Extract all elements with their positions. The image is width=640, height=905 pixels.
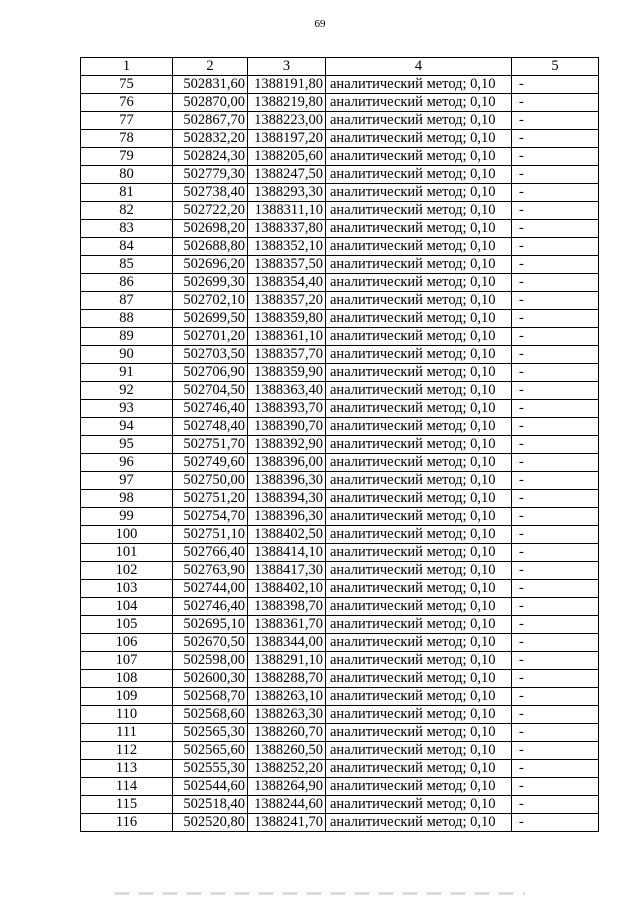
cell-n: 99 (81, 508, 173, 526)
table-row (81, 184, 599, 202)
table-row (81, 598, 599, 616)
cell-n: 98 (81, 490, 173, 508)
cell-x: 502748,40 (173, 418, 248, 436)
cell-y: 1388402,50 (248, 526, 326, 544)
cell-x: 502831,60 (173, 76, 248, 94)
cell-n: 109 (81, 688, 173, 706)
cell-method: аналитический метод; 0,10 (326, 256, 512, 274)
cell-method: аналитический метод; 0,10 (326, 148, 512, 166)
table-row (81, 130, 599, 148)
cell-y: 1388402,10 (248, 580, 326, 598)
cell-x: 502751,10 (173, 526, 248, 544)
cell-x: 502706,90 (173, 364, 248, 382)
cell-x: 502598,00 (173, 652, 248, 670)
cell-y: 1388361,70 (248, 616, 326, 634)
cell-y: 1388223,00 (248, 112, 326, 130)
cell-y: 1388414,10 (248, 544, 326, 562)
cell-x: 502746,40 (173, 400, 248, 418)
cell-n: 87 (81, 292, 173, 310)
table-row (81, 346, 599, 364)
table-row (81, 508, 599, 526)
cell-n: 81 (81, 184, 173, 202)
cell-method: аналитический метод; 0,10 (326, 166, 512, 184)
cell-x: 502696,20 (173, 256, 248, 274)
cell-method: аналитический метод; 0,10 (326, 436, 512, 454)
cell-method: аналитический метод; 0,10 (326, 238, 512, 256)
cell-note: - (512, 814, 599, 832)
table-row (81, 76, 599, 94)
cell-note: - (512, 742, 599, 760)
column-header-3: 3 (248, 58, 326, 76)
cell-x: 502568,60 (173, 706, 248, 724)
cell-y: 1388396,00 (248, 454, 326, 472)
cell-n: 114 (81, 778, 173, 796)
cell-note: - (512, 94, 599, 112)
cell-n: 104 (81, 598, 173, 616)
cell-x: 502565,30 (173, 724, 248, 742)
cell-n: 108 (81, 670, 173, 688)
cell-note: - (512, 346, 599, 364)
cell-n: 91 (81, 364, 173, 382)
cell-n: 86 (81, 274, 173, 292)
cell-n: 100 (81, 526, 173, 544)
table-row (81, 490, 599, 508)
table-row (81, 760, 599, 778)
cell-note: - (512, 400, 599, 418)
cell-x: 502870,00 (173, 94, 248, 112)
cell-note: - (512, 454, 599, 472)
cell-x: 502701,20 (173, 328, 248, 346)
cell-y: 1388291,10 (248, 652, 326, 670)
table-body (81, 76, 599, 832)
cell-note: - (512, 652, 599, 670)
cell-n: 102 (81, 562, 173, 580)
cell-y: 1388359,90 (248, 364, 326, 382)
cell-n: 94 (81, 418, 173, 436)
cell-n: 95 (81, 436, 173, 454)
cell-note: - (512, 580, 599, 598)
cell-note: - (512, 76, 599, 94)
cell-method: аналитический метод; 0,10 (326, 112, 512, 130)
cell-y: 1388197,20 (248, 130, 326, 148)
cell-y: 1388311,10 (248, 202, 326, 220)
table-row (81, 616, 599, 634)
cell-y: 1388390,70 (248, 418, 326, 436)
header-row (81, 58, 599, 76)
column-header-2: 2 (173, 58, 248, 76)
table-row (81, 382, 599, 400)
cell-method: аналитический метод; 0,10 (326, 544, 512, 562)
cell-method: аналитический метод; 0,10 (326, 580, 512, 598)
table-row (81, 634, 599, 652)
table-row (81, 112, 599, 130)
cell-method: аналитический метод; 0,10 (326, 310, 512, 328)
cell-y: 1388288,70 (248, 670, 326, 688)
cell-x: 502746,40 (173, 598, 248, 616)
cell-note: - (512, 256, 599, 274)
cell-method: аналитический метод; 0,10 (326, 724, 512, 742)
cell-n: 92 (81, 382, 173, 400)
cell-y: 1388396,30 (248, 508, 326, 526)
cell-note: - (512, 472, 599, 490)
table-row (81, 418, 599, 436)
cell-n: 105 (81, 616, 173, 634)
cell-x: 502704,50 (173, 382, 248, 400)
cell-y: 1388244,60 (248, 796, 326, 814)
table-row (81, 472, 599, 490)
cell-n: 113 (81, 760, 173, 778)
cell-x: 502763,90 (173, 562, 248, 580)
cell-note: - (512, 148, 599, 166)
cell-method: аналитический метод; 0,10 (326, 688, 512, 706)
cell-note: - (512, 220, 599, 238)
table-row (81, 652, 599, 670)
cell-y: 1388191,80 (248, 76, 326, 94)
cell-y: 1388357,50 (248, 256, 326, 274)
cell-n: 96 (81, 454, 173, 472)
cell-y: 1388344,00 (248, 634, 326, 652)
cell-y: 1388361,10 (248, 328, 326, 346)
cell-y: 1388417,30 (248, 562, 326, 580)
cell-x: 502699,30 (173, 274, 248, 292)
cell-n: 116 (81, 814, 173, 832)
cell-note: - (512, 418, 599, 436)
cell-n: 112 (81, 742, 173, 760)
cell-n: 85 (81, 256, 173, 274)
cell-y: 1388219,80 (248, 94, 326, 112)
cell-x: 502670,50 (173, 634, 248, 652)
cell-n: 82 (81, 202, 173, 220)
cell-note: - (512, 598, 599, 616)
coordinates-table (80, 57, 599, 832)
cell-note: - (512, 238, 599, 256)
cell-note: - (512, 544, 599, 562)
cell-method: аналитический метод; 0,10 (326, 346, 512, 364)
cell-method: аналитический метод; 0,10 (326, 76, 512, 94)
cell-y: 1388398,70 (248, 598, 326, 616)
cell-y: 1388392,90 (248, 436, 326, 454)
cell-y: 1388241,70 (248, 814, 326, 832)
cell-n: 88 (81, 310, 173, 328)
cell-y: 1388359,80 (248, 310, 326, 328)
cell-note: - (512, 130, 599, 148)
cell-method: аналитический метод; 0,10 (326, 796, 512, 814)
cell-y: 1388252,20 (248, 760, 326, 778)
cell-method: аналитический метод; 0,10 (326, 184, 512, 202)
scan-artifact (115, 892, 525, 895)
table-row (81, 580, 599, 598)
column-header-1: 1 (81, 58, 173, 76)
cell-note: - (512, 112, 599, 130)
cell-note: - (512, 328, 599, 346)
table-row (81, 220, 599, 238)
cell-y: 1388293,30 (248, 184, 326, 202)
cell-n: 93 (81, 400, 173, 418)
cell-method: аналитический метод; 0,10 (326, 634, 512, 652)
cell-y: 1388357,20 (248, 292, 326, 310)
cell-y: 1388260,50 (248, 742, 326, 760)
cell-y: 1388396,30 (248, 472, 326, 490)
cell-method: аналитический метод; 0,10 (326, 598, 512, 616)
cell-x: 502688,80 (173, 238, 248, 256)
cell-method: аналитический метод; 0,10 (326, 130, 512, 148)
cell-x: 502751,70 (173, 436, 248, 454)
table-row (81, 328, 599, 346)
cell-y: 1388263,10 (248, 688, 326, 706)
cell-method: аналитический метод; 0,10 (326, 616, 512, 634)
table-row (81, 94, 599, 112)
cell-note: - (512, 670, 599, 688)
cell-note: - (512, 202, 599, 220)
table-header (81, 58, 599, 76)
cell-note: - (512, 760, 599, 778)
cell-method: аналитический метод; 0,10 (326, 652, 512, 670)
table-row (81, 310, 599, 328)
cell-x: 502568,70 (173, 688, 248, 706)
table-row (81, 454, 599, 472)
table-row (81, 688, 599, 706)
table-row (81, 706, 599, 724)
cell-n: 84 (81, 238, 173, 256)
cell-x: 502738,40 (173, 184, 248, 202)
cell-x: 502779,30 (173, 166, 248, 184)
cell-x: 502699,50 (173, 310, 248, 328)
cell-y: 1388260,70 (248, 724, 326, 742)
cell-n: 79 (81, 148, 173, 166)
cell-note: - (512, 526, 599, 544)
table-row (81, 238, 599, 256)
cell-y: 1388337,80 (248, 220, 326, 238)
cell-x: 502600,30 (173, 670, 248, 688)
table-row (81, 166, 599, 184)
cell-method: аналитический метод; 0,10 (326, 364, 512, 382)
cell-y: 1388354,40 (248, 274, 326, 292)
cell-method: аналитический метод; 0,10 (326, 292, 512, 310)
column-header-4: 4 (326, 58, 512, 76)
cell-x: 502750,00 (173, 472, 248, 490)
cell-n: 97 (81, 472, 173, 490)
cell-note: - (512, 166, 599, 184)
cell-note: - (512, 796, 599, 814)
cell-n: 75 (81, 76, 173, 94)
cell-y: 1388394,30 (248, 490, 326, 508)
cell-x: 502698,20 (173, 220, 248, 238)
cell-x: 502702,10 (173, 292, 248, 310)
table-row (81, 436, 599, 454)
cell-y: 1388363,40 (248, 382, 326, 400)
cell-n: 77 (81, 112, 173, 130)
table-row (81, 796, 599, 814)
cell-y: 1388393,70 (248, 400, 326, 418)
cell-x: 502518,40 (173, 796, 248, 814)
cell-method: аналитический метод; 0,10 (326, 508, 512, 526)
cell-method: аналитический метод; 0,10 (326, 202, 512, 220)
cell-note: - (512, 310, 599, 328)
cell-y: 1388263,30 (248, 706, 326, 724)
cell-x: 502555,30 (173, 760, 248, 778)
cell-n: 80 (81, 166, 173, 184)
cell-n: 107 (81, 652, 173, 670)
cell-y: 1388264,90 (248, 778, 326, 796)
cell-method: аналитический метод; 0,10 (326, 454, 512, 472)
cell-note: - (512, 778, 599, 796)
cell-note: - (512, 706, 599, 724)
table-row (81, 400, 599, 418)
cell-method: аналитический метод; 0,10 (326, 706, 512, 724)
cell-note: - (512, 364, 599, 382)
cell-note: - (512, 274, 599, 292)
cell-y: 1388357,70 (248, 346, 326, 364)
table-row (81, 364, 599, 382)
cell-method: аналитический метод; 0,10 (326, 400, 512, 418)
cell-x: 502754,70 (173, 508, 248, 526)
cell-note: - (512, 724, 599, 742)
table-row (81, 724, 599, 742)
cell-x: 502751,20 (173, 490, 248, 508)
cell-n: 106 (81, 634, 173, 652)
table-row (81, 148, 599, 166)
cell-method: аналитический метод; 0,10 (326, 472, 512, 490)
cell-x: 502867,70 (173, 112, 248, 130)
cell-note: - (512, 184, 599, 202)
cell-x: 502749,60 (173, 454, 248, 472)
table-row (81, 202, 599, 220)
table-row (81, 670, 599, 688)
table-row (81, 544, 599, 562)
cell-x: 502695,10 (173, 616, 248, 634)
cell-method: аналитический метод; 0,10 (326, 328, 512, 346)
cell-y: 1388205,60 (248, 148, 326, 166)
cell-note: - (512, 292, 599, 310)
cell-note: - (512, 562, 599, 580)
cell-x: 502565,60 (173, 742, 248, 760)
cell-method: аналитический метод; 0,10 (326, 274, 512, 292)
cell-note: - (512, 490, 599, 508)
cell-method: аналитический метод; 0,10 (326, 670, 512, 688)
cell-method: аналитический метод; 0,10 (326, 220, 512, 238)
cell-note: - (512, 508, 599, 526)
cell-x: 502766,40 (173, 544, 248, 562)
cell-method: аналитический метод; 0,10 (326, 778, 512, 796)
cell-note: - (512, 616, 599, 634)
table-row (81, 292, 599, 310)
table-row (81, 742, 599, 760)
cell-n: 103 (81, 580, 173, 598)
cell-n: 115 (81, 796, 173, 814)
table-row (81, 778, 599, 796)
cell-n: 90 (81, 346, 173, 364)
cell-x: 502520,80 (173, 814, 248, 832)
cell-x: 502744,00 (173, 580, 248, 598)
table-row (81, 256, 599, 274)
cell-method: аналитический метод; 0,10 (326, 814, 512, 832)
cell-n: 111 (81, 724, 173, 742)
cell-x: 502703,50 (173, 346, 248, 364)
cell-note: - (512, 436, 599, 454)
cell-method: аналитический метод; 0,10 (326, 94, 512, 112)
page-number: 69 (314, 18, 326, 30)
column-header-5: 5 (512, 58, 599, 76)
cell-n: 76 (81, 94, 173, 112)
cell-y: 1388352,10 (248, 238, 326, 256)
table-row (81, 526, 599, 544)
cell-method: аналитический метод; 0,10 (326, 562, 512, 580)
cell-note: - (512, 634, 599, 652)
cell-method: аналитический метод; 0,10 (326, 490, 512, 508)
table-row (81, 814, 599, 832)
cell-note: - (512, 688, 599, 706)
cell-method: аналитический метод; 0,10 (326, 382, 512, 400)
cell-n: 83 (81, 220, 173, 238)
cell-n: 78 (81, 130, 173, 148)
cell-method: аналитический метод; 0,10 (326, 742, 512, 760)
cell-y: 1388247,50 (248, 166, 326, 184)
cell-x: 502722,20 (173, 202, 248, 220)
cell-method: аналитический метод; 0,10 (326, 418, 512, 436)
cell-note: - (512, 382, 599, 400)
cell-x: 502824,30 (173, 148, 248, 166)
cell-n: 89 (81, 328, 173, 346)
cell-method: аналитический метод; 0,10 (326, 526, 512, 544)
cell-n: 110 (81, 706, 173, 724)
cell-x: 502832,20 (173, 130, 248, 148)
cell-n: 101 (81, 544, 173, 562)
table-row (81, 274, 599, 292)
cell-method: аналитический метод; 0,10 (326, 760, 512, 778)
cell-x: 502544,60 (173, 778, 248, 796)
table-row (81, 562, 599, 580)
